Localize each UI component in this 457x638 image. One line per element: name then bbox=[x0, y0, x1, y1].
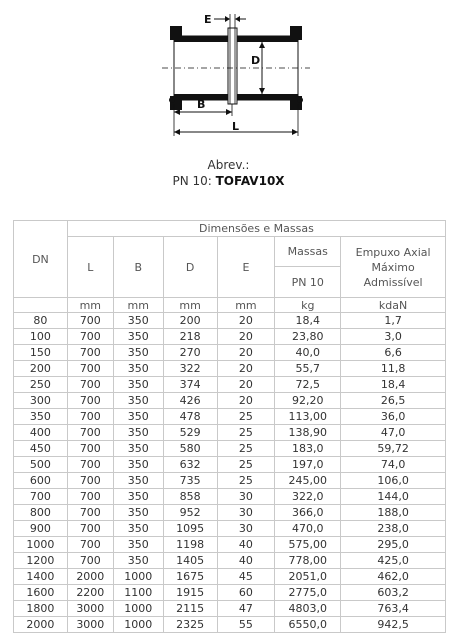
table-cell: 700 bbox=[67, 441, 113, 457]
table-cell: 350 bbox=[113, 553, 163, 569]
table-cell: 1200 bbox=[14, 553, 68, 569]
table-row bbox=[14, 505, 446, 521]
table-cell: 74,0 bbox=[341, 457, 446, 473]
table-cell: 20 bbox=[217, 345, 275, 361]
table-row bbox=[14, 601, 446, 617]
table-cell: 144,0 bbox=[341, 489, 446, 505]
product-code: TOFAV10X bbox=[215, 174, 285, 188]
table-cell: 350 bbox=[113, 457, 163, 473]
table-cell: 350 bbox=[113, 505, 163, 521]
table-cell: 763,4 bbox=[341, 601, 446, 617]
table-cell: 270 bbox=[163, 345, 217, 361]
table-cell: 3000 bbox=[67, 601, 113, 617]
table-cell: 700 bbox=[67, 409, 113, 425]
table-cell: 700 bbox=[67, 377, 113, 393]
table-row bbox=[14, 409, 446, 425]
table-cell: 700 bbox=[67, 457, 113, 473]
table-cell: 1400 bbox=[14, 569, 68, 585]
table-cell: 374 bbox=[163, 377, 217, 393]
fitting-drawing bbox=[150, 4, 315, 140]
table-cell: 18,4 bbox=[341, 377, 446, 393]
table-cell: 295,0 bbox=[341, 537, 446, 553]
table-cell: 2115 bbox=[163, 601, 217, 617]
table-cell: 952 bbox=[163, 505, 217, 521]
table-cell: 47 bbox=[217, 601, 275, 617]
table-row bbox=[14, 393, 446, 409]
table-cell: 700 bbox=[67, 489, 113, 505]
table-cell: 25 bbox=[217, 457, 275, 473]
table-row bbox=[14, 489, 446, 505]
table-cell: 150 bbox=[14, 345, 68, 361]
dimensions-table bbox=[13, 220, 446, 633]
table-cell: 92,20 bbox=[275, 393, 341, 409]
table-cell: 2325 bbox=[163, 617, 217, 633]
table-cell: 55 bbox=[217, 617, 275, 633]
table-cell: 4803,0 bbox=[275, 601, 341, 617]
table-cell: 350 bbox=[113, 489, 163, 505]
table-row bbox=[14, 553, 446, 569]
table-cell: 1600 bbox=[14, 585, 68, 601]
table-cell: 30 bbox=[217, 521, 275, 537]
table-cell: 138,90 bbox=[275, 425, 341, 441]
table-cell: 350 bbox=[113, 361, 163, 377]
dimension-l-label: L bbox=[232, 120, 240, 133]
table-cell: 1095 bbox=[163, 521, 217, 537]
table-cell: 47,0 bbox=[341, 425, 446, 441]
table-cell: 106,0 bbox=[341, 473, 446, 489]
table-cell: 23,80 bbox=[275, 329, 341, 345]
pn-prefix: PN 10: bbox=[172, 174, 212, 188]
table-cell: 200 bbox=[14, 361, 68, 377]
table-cell: 113,00 bbox=[275, 409, 341, 425]
product-code-line bbox=[0, 174, 457, 188]
unit-cell: kg bbox=[275, 298, 341, 313]
table-cell: 603,2 bbox=[341, 585, 446, 601]
table-cell: 350 bbox=[113, 537, 163, 553]
table-cell: 25 bbox=[217, 473, 275, 489]
table-cell: 20 bbox=[217, 393, 275, 409]
table-cell: 80 bbox=[14, 313, 68, 329]
table-cell: 942,5 bbox=[341, 617, 446, 633]
table-cell: 450 bbox=[14, 441, 68, 457]
table-cell: 18,4 bbox=[275, 313, 341, 329]
table-cell: 1,7 bbox=[341, 313, 446, 329]
table-cell: 350 bbox=[113, 425, 163, 441]
table-row bbox=[14, 441, 446, 457]
table-cell: 700 bbox=[67, 345, 113, 361]
table-cell: 3000 bbox=[67, 617, 113, 633]
table-cell: 45 bbox=[217, 569, 275, 585]
header-empuxo: Empuxo Axial Máximo Admissível bbox=[341, 237, 446, 298]
table-cell: 350 bbox=[14, 409, 68, 425]
table-row bbox=[14, 617, 446, 633]
table-cell: 250 bbox=[14, 377, 68, 393]
table-cell: 900 bbox=[14, 521, 68, 537]
table-row bbox=[14, 457, 446, 473]
table-row bbox=[14, 569, 446, 585]
header-e: E bbox=[217, 237, 275, 298]
table-cell: 700 bbox=[67, 361, 113, 377]
table-cell: 72,5 bbox=[275, 377, 341, 393]
dimension-d-label: D bbox=[251, 54, 261, 67]
header-l: L bbox=[67, 237, 113, 298]
table-cell: 700 bbox=[67, 313, 113, 329]
table-cell: 40 bbox=[217, 553, 275, 569]
table-cell: 778,00 bbox=[275, 553, 341, 569]
table-cell: 238,0 bbox=[341, 521, 446, 537]
table-cell: 200 bbox=[163, 313, 217, 329]
table-cell: 350 bbox=[113, 329, 163, 345]
table-cell: 1198 bbox=[163, 537, 217, 553]
table-cell: 100 bbox=[14, 329, 68, 345]
table-row bbox=[14, 537, 446, 553]
table-cell: 1800 bbox=[14, 601, 68, 617]
table-cell: 478 bbox=[163, 409, 217, 425]
table-row bbox=[14, 473, 446, 489]
table-cell: 700 bbox=[67, 521, 113, 537]
table-cell: 350 bbox=[113, 345, 163, 361]
unit-cell: kdaN bbox=[341, 298, 446, 313]
dimension-b-label: B bbox=[197, 98, 206, 111]
table-cell: 425,0 bbox=[341, 553, 446, 569]
table-cell: 600 bbox=[14, 473, 68, 489]
dimension-e-label: E bbox=[204, 13, 212, 26]
table-cell: 322,0 bbox=[275, 489, 341, 505]
table-row bbox=[14, 585, 446, 601]
table-body bbox=[14, 313, 446, 633]
table-row bbox=[14, 329, 446, 345]
table-cell: 1405 bbox=[163, 553, 217, 569]
table-cell: 1100 bbox=[113, 585, 163, 601]
table-cell: 858 bbox=[163, 489, 217, 505]
table-cell: 20 bbox=[217, 377, 275, 393]
table-cell: 11,8 bbox=[341, 361, 446, 377]
table-cell: 735 bbox=[163, 473, 217, 489]
abbrev-label: Abrev.: bbox=[207, 158, 250, 172]
table-cell: 6,6 bbox=[341, 345, 446, 361]
table-cell: 700 bbox=[67, 393, 113, 409]
table-cell: 580 bbox=[163, 441, 217, 457]
header-massas: Massas bbox=[275, 237, 341, 267]
table-cell: 188,0 bbox=[341, 505, 446, 521]
table-cell: 366,0 bbox=[275, 505, 341, 521]
table-cell: 25 bbox=[217, 409, 275, 425]
table-cell: 2000 bbox=[67, 569, 113, 585]
table-row bbox=[14, 345, 446, 361]
table-cell: 30 bbox=[217, 489, 275, 505]
table-cell: 322 bbox=[163, 361, 217, 377]
table-cell: 529 bbox=[163, 425, 217, 441]
header-dn: DN bbox=[14, 221, 68, 298]
table-cell: 25 bbox=[217, 425, 275, 441]
table-cell: 700 bbox=[67, 553, 113, 569]
table-cell: 245,00 bbox=[275, 473, 341, 489]
table-cell: 400 bbox=[14, 425, 68, 441]
table-cell: 40 bbox=[217, 537, 275, 553]
table-cell: 40,0 bbox=[275, 345, 341, 361]
unit-cell: mm bbox=[163, 298, 217, 313]
table-cell: 470,0 bbox=[275, 521, 341, 537]
table-cell: 700 bbox=[67, 473, 113, 489]
table-cell: 700 bbox=[67, 505, 113, 521]
table-cell: 350 bbox=[113, 393, 163, 409]
unit-cell bbox=[14, 298, 68, 313]
table-cell: 30 bbox=[217, 505, 275, 521]
table-cell: 800 bbox=[14, 505, 68, 521]
table-cell: 25 bbox=[217, 441, 275, 457]
header-b: B bbox=[113, 237, 163, 298]
table-cell: 6550,0 bbox=[275, 617, 341, 633]
table-cell: 2051,0 bbox=[275, 569, 341, 585]
table-cell: 350 bbox=[113, 441, 163, 457]
table-cell: 55,7 bbox=[275, 361, 341, 377]
table-cell: 197,0 bbox=[275, 457, 341, 473]
table-cell: 632 bbox=[163, 457, 217, 473]
table-cell: 60 bbox=[217, 585, 275, 601]
table-row bbox=[14, 425, 446, 441]
unit-cell: mm bbox=[113, 298, 163, 313]
table-cell: 700 bbox=[67, 329, 113, 345]
table-cell: 20 bbox=[217, 329, 275, 345]
table-cell: 350 bbox=[113, 473, 163, 489]
table-cell: 700 bbox=[67, 537, 113, 553]
table-cell: 2200 bbox=[67, 585, 113, 601]
table-cell: 350 bbox=[113, 377, 163, 393]
table-cell: 1675 bbox=[163, 569, 217, 585]
table-row bbox=[14, 377, 446, 393]
table-cell: 36,0 bbox=[341, 409, 446, 425]
table-cell: 462,0 bbox=[341, 569, 446, 585]
table-cell: 350 bbox=[113, 409, 163, 425]
table-cell: 1000 bbox=[113, 601, 163, 617]
table-cell: 26,5 bbox=[341, 393, 446, 409]
table-cell: 426 bbox=[163, 393, 217, 409]
table-row bbox=[14, 521, 446, 537]
table-cell: 350 bbox=[113, 313, 163, 329]
header-d: D bbox=[163, 237, 217, 298]
table-cell: 1915 bbox=[163, 585, 217, 601]
table-cell: 300 bbox=[14, 393, 68, 409]
table-cell: 1000 bbox=[14, 537, 68, 553]
unit-cell: mm bbox=[217, 298, 275, 313]
table-cell: 350 bbox=[113, 521, 163, 537]
table-cell: 1000 bbox=[113, 617, 163, 633]
table-cell: 1000 bbox=[113, 569, 163, 585]
table-cell: 2775,0 bbox=[275, 585, 341, 601]
table-cell: 500 bbox=[14, 457, 68, 473]
header-group: Dimensões e Massas bbox=[67, 221, 445, 237]
unit-cell: mm bbox=[67, 298, 113, 313]
table-cell: 20 bbox=[217, 313, 275, 329]
table-cell: 575,00 bbox=[275, 537, 341, 553]
table-cell: 59,72 bbox=[341, 441, 446, 457]
table-cell: 183,0 bbox=[275, 441, 341, 457]
table-row bbox=[14, 361, 446, 377]
table-cell: 700 bbox=[67, 425, 113, 441]
header-pn10: PN 10 bbox=[275, 267, 341, 298]
table-cell: 20 bbox=[217, 361, 275, 377]
table-cell: 3,0 bbox=[341, 329, 446, 345]
table-row bbox=[14, 313, 446, 329]
table-cell: 2000 bbox=[14, 617, 68, 633]
table-cell: 700 bbox=[14, 489, 68, 505]
table-cell: 218 bbox=[163, 329, 217, 345]
